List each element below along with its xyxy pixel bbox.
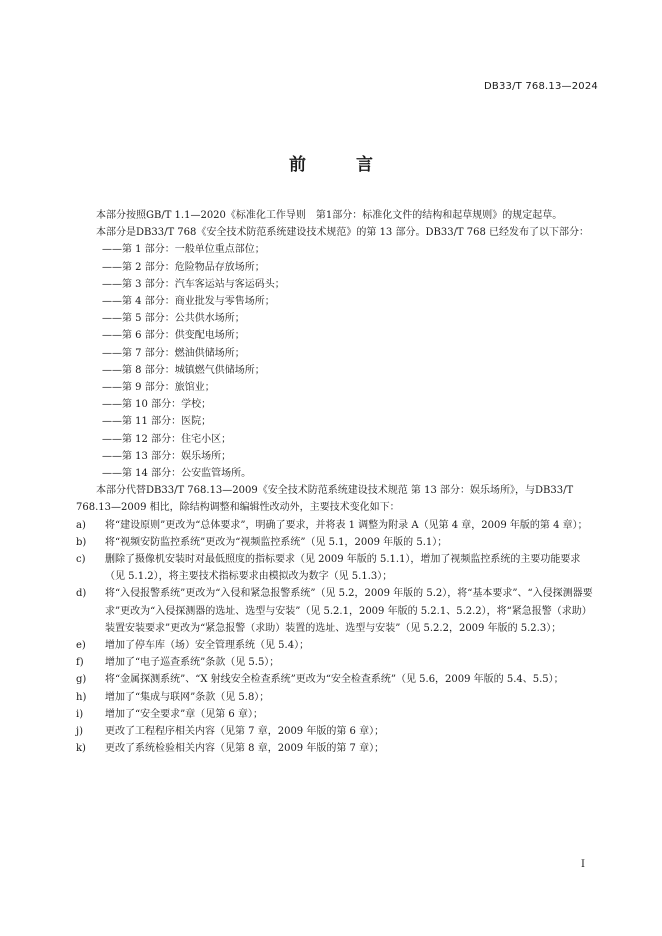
change-text: 增加了“集成与联网”条款（见 5.8）； bbox=[105, 691, 270, 703]
list-item: ——第 2 部分：危险物品存放场所； bbox=[102, 261, 265, 273]
document-body bbox=[76, 207, 596, 758]
change-label: i) bbox=[76, 708, 84, 720]
change-item-b bbox=[76, 534, 596, 551]
change-item-f bbox=[76, 654, 596, 671]
list-item: ——第 14 部分：公安监管场所。 bbox=[102, 468, 252, 480]
change-text: 增加了“安全要求”章（见第 6 章）； bbox=[105, 708, 263, 720]
change-item-i bbox=[76, 706, 596, 723]
list-item: ——第 11 部分：医院； bbox=[102, 416, 212, 428]
change-text: 将“视频安防监控系统”更改为“视频监控系统”（见 5.1，2009 年版的 5.1）； bbox=[105, 536, 448, 548]
changes-list bbox=[76, 517, 596, 758]
change-text: 更改了工程程序相关内容（见第 7 章，2009 年版的第 6 章）； bbox=[105, 726, 385, 738]
page-title: 前 言 bbox=[289, 155, 395, 175]
change-item-c bbox=[76, 551, 596, 585]
page-number: I bbox=[581, 859, 585, 870]
change-label: g) bbox=[76, 674, 87, 686]
change-text: 增加了“电子巡查系统”条款（见 5.5）； bbox=[105, 657, 280, 669]
list-item: ——第 3 部分：汽车客运站与客运码头； bbox=[102, 278, 285, 290]
change-text: 将“入侵报警系统”更改为“入侵和紧急报警系统”（见 5.2，2009 年版的 5.2），将“基本要求”、“入侵探测器要求”更改为“入侵探测器的选址、选型与安装”（见 5.2.1，2009 年版的 5.2.1、5.2.2），将“紧急报警（求助）装置安装要求”更改为“紧急报警（求助）装置的选址、选型与安装”（见 5.2.2，2009 年版的 5.2.3）； bbox=[105, 588, 593, 634]
list-item: ——第 6 部分：供变配电场所； bbox=[102, 330, 245, 342]
paragraph-part-intro: 本部分是DB33/T 768《安全技术防范系统建设技术规范》的第 13 部分。DB33/T 768 已经发布了以下部分： bbox=[96, 227, 590, 239]
change-label: k) bbox=[76, 743, 86, 755]
paragraph-replacement: 本部分代替DB33/T 768.13—2009《安全技术防范系统建设技术规范 第 13 部分：娱乐场所》，与DB33/T 768.13—2009 相比，除结构调整和编辑性改动外，主要技术变化如下： bbox=[76, 485, 574, 514]
change-label: e) bbox=[76, 640, 86, 652]
change-text: 更改了系统检验相关内容（见第 8 章，2009 年版的第 7 章）； bbox=[105, 743, 385, 755]
list-item: ——第 10 部分：学校； bbox=[102, 399, 212, 411]
change-item-h bbox=[76, 689, 596, 706]
change-item-k bbox=[76, 740, 596, 757]
change-label: j) bbox=[76, 726, 84, 738]
change-item-e bbox=[76, 637, 596, 654]
change-item-j bbox=[76, 723, 596, 740]
change-text: 删除了摄像机安装时对最低照度的指标要求（见 2009 年版的 5.1.1），增加了视频监控系统的主要功能要求（见 5.1.2），将主要技术指标要求由模拟改为数字（见 5.1.3）； bbox=[105, 554, 581, 583]
paragraph-drafting-rules: 本部分按照GB/T 1.1—2020《标准化工作导则 第1部分：标准化文件的结构和起草规则》的规定起草。 bbox=[96, 210, 563, 221]
change-item-d bbox=[76, 585, 596, 637]
list-item: ——第 8 部分：城镇燃气供储场所； bbox=[102, 364, 265, 376]
document-code: DB33/T 768.13—2024 bbox=[484, 81, 598, 92]
change-item-g bbox=[76, 671, 596, 688]
list-item: ——第 4 部分：商业批发与零售场所； bbox=[102, 296, 275, 308]
change-text: 将“金属探测系统”、“X 射线安全检查系统”更改为“安全检查系统”（见 5.6，2009 年版的 5.4、5.5）； bbox=[105, 674, 564, 686]
change-label: h) bbox=[76, 691, 87, 703]
list-item: ——第 9 部分：旅馆业； bbox=[102, 382, 215, 394]
list-item: ——第 12 部分：住宅小区； bbox=[102, 433, 232, 445]
change-label: c) bbox=[76, 554, 86, 566]
change-item-a bbox=[76, 517, 596, 534]
change-label: a) bbox=[76, 519, 86, 531]
change-text: 将“建设原则”更改为“总体要求”，明确了要求，并将表 1 调整为附录 A（见第 4 章，2009 年版的第 4 章）； bbox=[105, 519, 588, 531]
change-label: d) bbox=[76, 588, 87, 600]
parts-list bbox=[76, 241, 596, 482]
change-label: b) bbox=[76, 536, 87, 548]
change-label: f) bbox=[76, 657, 84, 669]
list-item: ——第 13 部分：娱乐场所； bbox=[102, 450, 232, 462]
change-text: 增加了停车库（场）安全管理系统（见 5.4）； bbox=[105, 640, 310, 652]
list-item: ——第 5 部分：公共供水场所； bbox=[102, 313, 245, 325]
list-item: ——第 1 部分：一般单位重点部位； bbox=[102, 244, 265, 256]
list-item: ——第 7 部分：燃油供储场所； bbox=[102, 347, 245, 359]
